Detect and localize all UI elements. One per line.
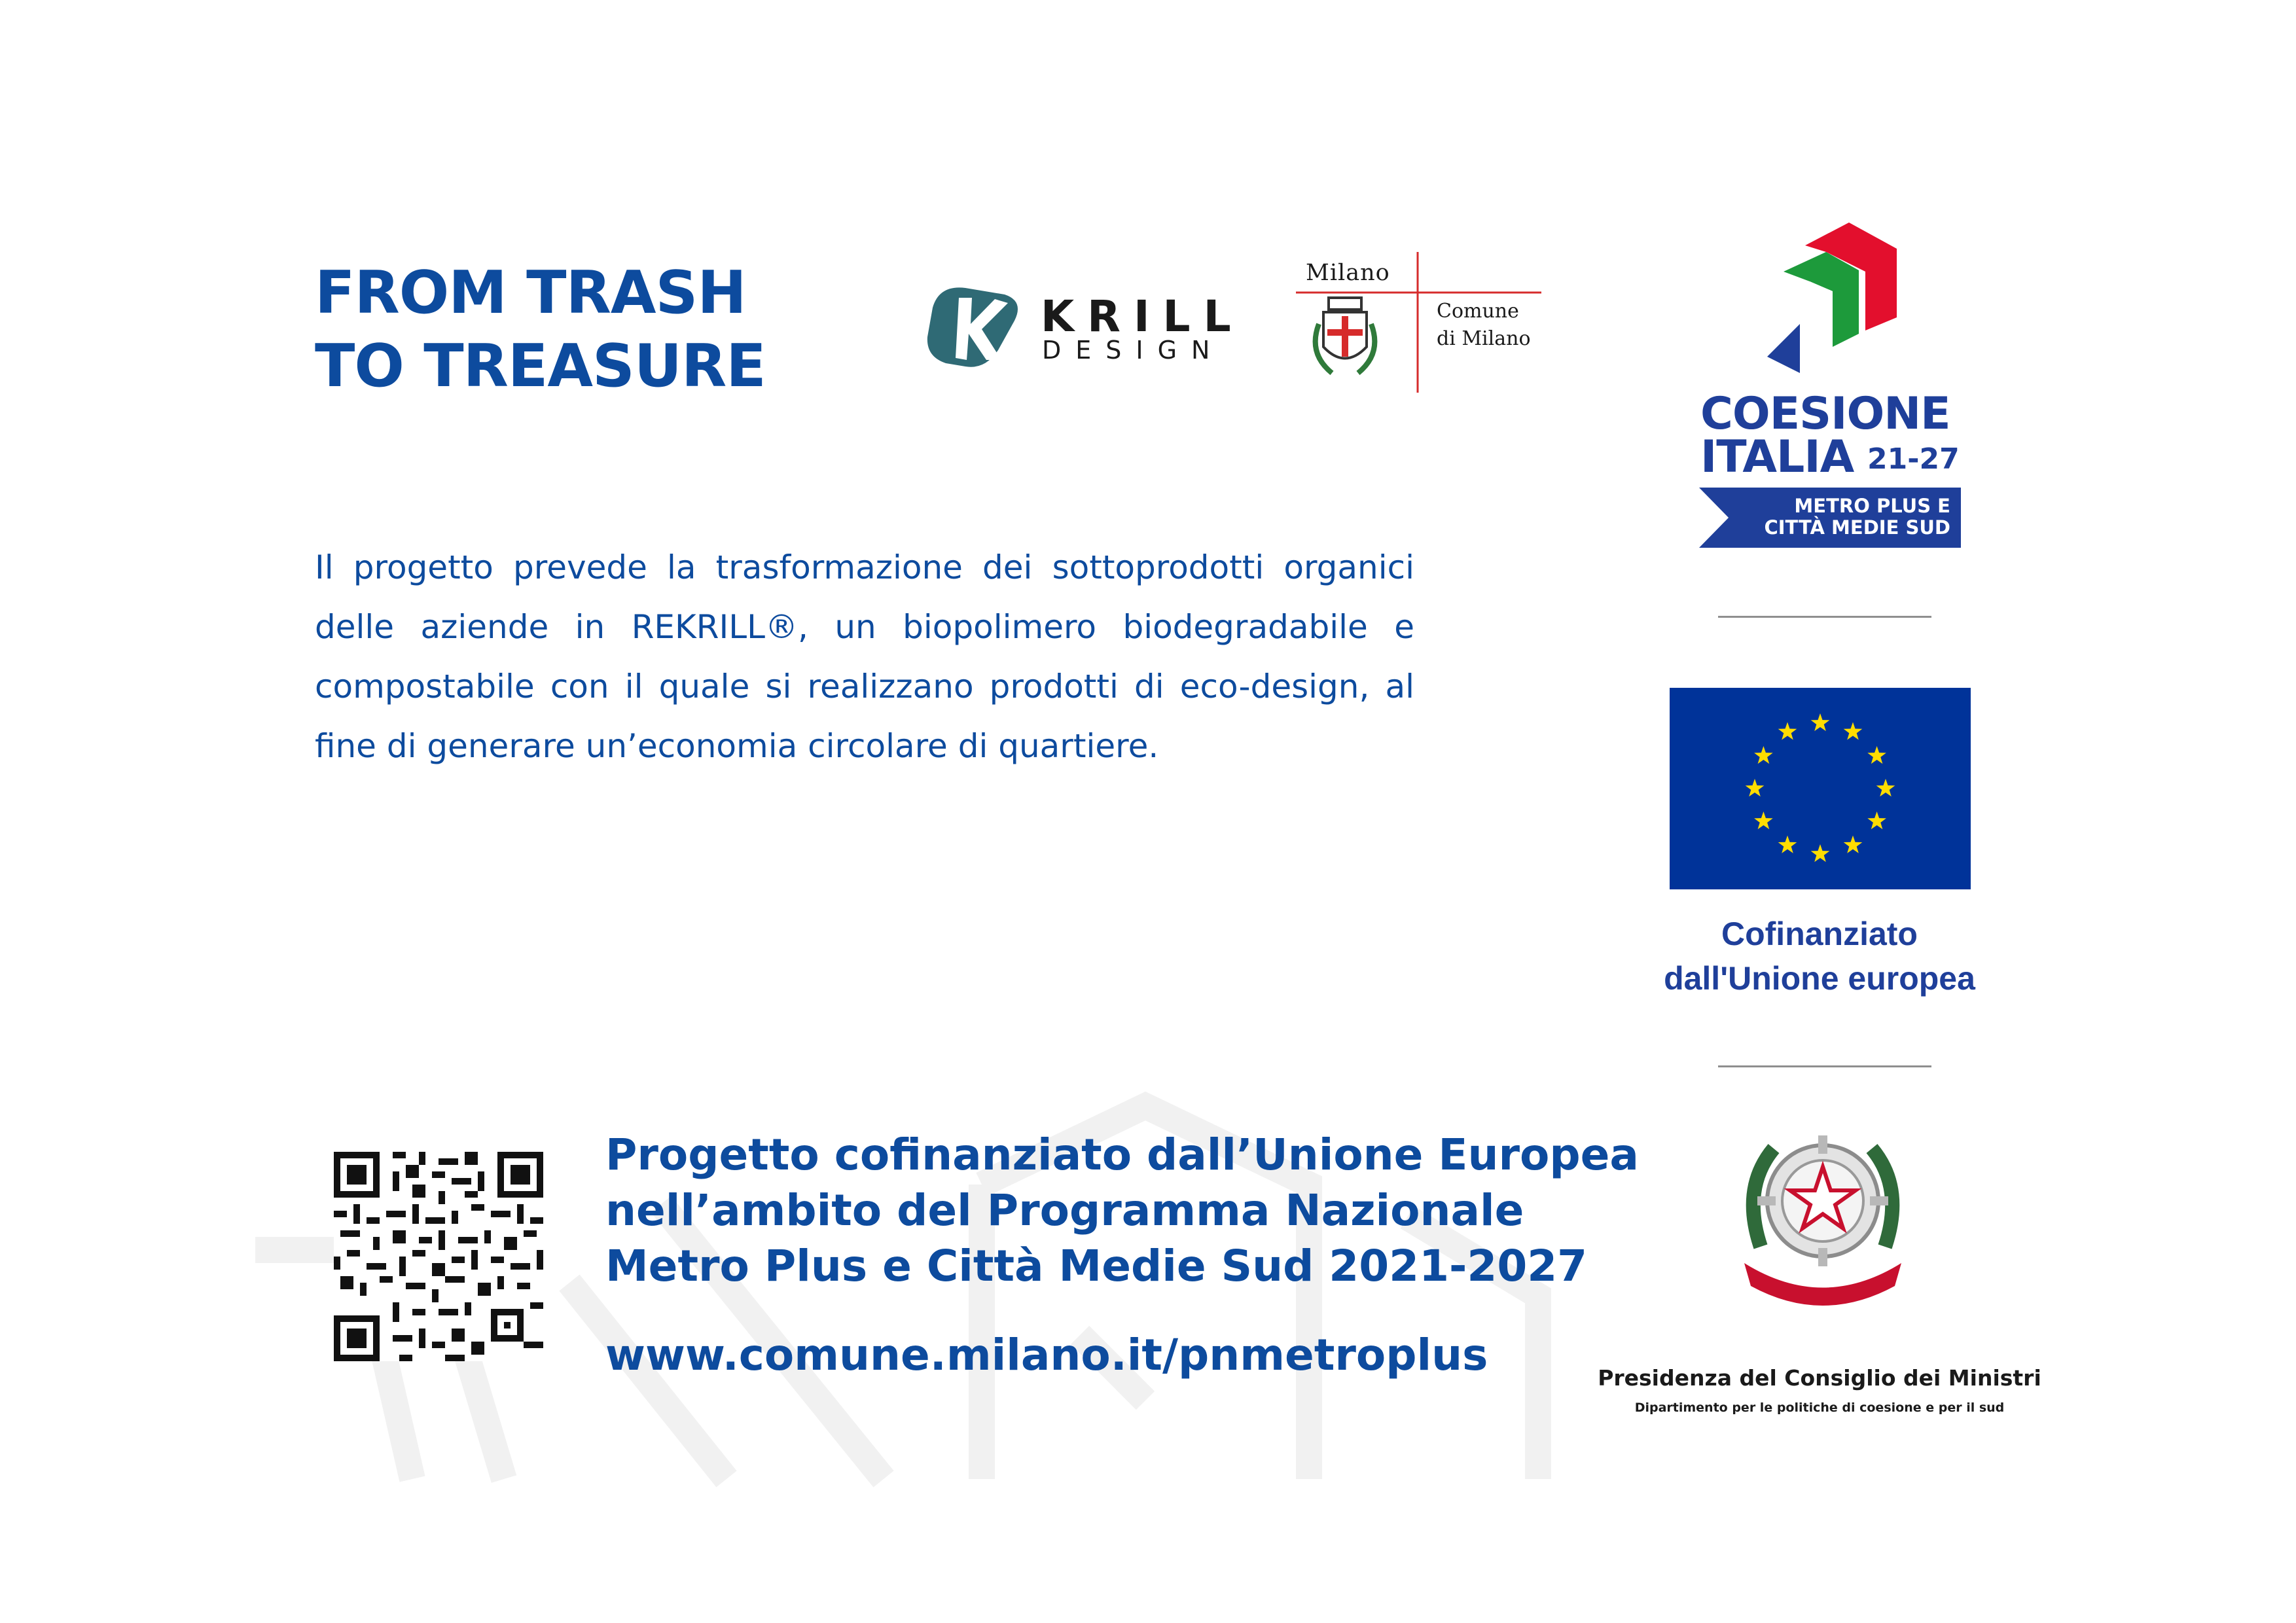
milano-comune-city-label: di Milano (1437, 327, 1531, 350)
milano-label: Milano (1306, 260, 1390, 286)
title-line-1: FROM TRASH (315, 259, 746, 327)
project-line-2: nell’ambito del Programma Nazionale (605, 1185, 1524, 1236)
italian-republic-emblem (1728, 1122, 1918, 1319)
presidenza-label: Presidenza del Consiglio dei Ministri (1598, 1365, 2041, 1391)
banner-line-2: CITTÀ MEDIE SUD (1764, 516, 1950, 539)
coesione-label: COESIONE (1700, 388, 1950, 440)
italia-label: ITALIA (1700, 431, 1854, 483)
coesione-italia-mark (1748, 219, 1911, 383)
krill-subtitle: DESIGN (1042, 336, 1225, 365)
project-description: Il progetto prevede la trasformazione dei sottoprodotti organici delle aziende in REKRILL®, un biopolimero biodegradabile e compostabile con il quale si realizzano prodotti di eco-design, al fine di generare un’economia circolare di quartiere. (315, 548, 1414, 765)
eu-flag (1670, 688, 1971, 889)
qr-code[interactable] (334, 1152, 543, 1361)
dipartimento-label: Dipartimento per le politiche di coesione e per il sud (1634, 1400, 2005, 1415)
milano-comune-label: Comune (1437, 300, 1519, 323)
eu-caption-line-1: Cofinanziato (1721, 916, 1918, 952)
divider (1718, 1065, 1931, 1067)
eu-caption-line-2: dall'Unione europea (1664, 960, 1975, 997)
project-line-3: Metro Plus e Città Medie Sud 2021-2027 (605, 1241, 1588, 1291)
divider (1718, 616, 1931, 618)
eu-cofinancing-caption (1623, 912, 2016, 1001)
project-funding-statement (605, 1127, 1639, 1294)
website-link[interactable]: www.comune.milano.it/pnmetroplus (605, 1330, 1488, 1380)
krill-wordmark: KRILL (1041, 291, 1244, 342)
project-line-1: Progetto cofinanziato dall’Unione Europea (605, 1130, 1639, 1180)
coesione-years: 21-27 (1867, 442, 1960, 476)
banner-line-1: METRO PLUS E (1794, 495, 1950, 517)
title-line-2: TO TREASURE (315, 332, 766, 401)
page-title (315, 257, 904, 403)
